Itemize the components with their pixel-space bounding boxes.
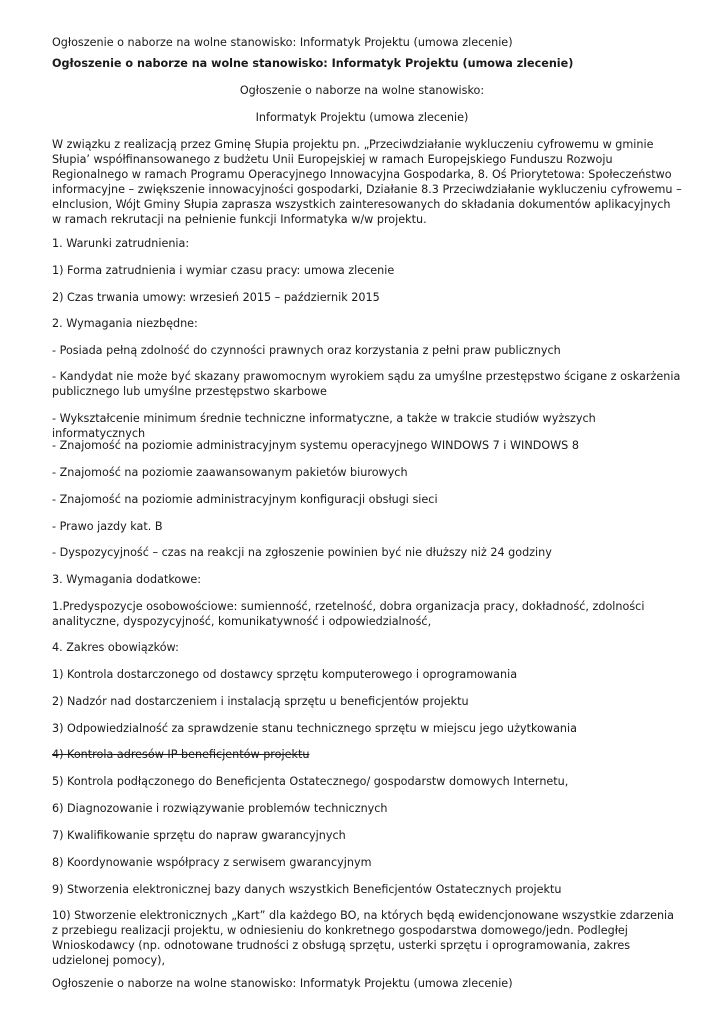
section-3-item-1: 1.Predyspozycje osobowościowe: sumienność, rzetelność, dobra organizacja pracy, dokładność, zdolności analityczne, dyspozycyjność, komunikatywność i odpowiedzialność, xyxy=(52,600,645,628)
announcement-heading: Ogłoszenie o naborze na wolne stanowisko: xyxy=(239,84,485,97)
page-footer: Ogłoszenie o naborze na wolne stanowisko: Informatyk Projektu (umowa zlecenie) xyxy=(52,977,513,990)
document-title: Ogłoszenie o naborze na wolne stanowisko: Informatyk Projektu (umowa zlecenie) xyxy=(52,57,574,70)
section-2-item-8: - Dyspozycyjność – czas na reakcji na zgłoszenie powinien być nie dłuższy niż 24 godziny xyxy=(52,546,552,559)
section-1-item-1: 1) Forma zatrudnienia i wymiar czasu pracy: umowa zlecenie xyxy=(52,264,395,277)
section-2-item-6: - Znajomość na poziomie administracyjnym konfiguracji obsługi sieci xyxy=(52,493,438,506)
section-2-item-7: - Prawo jazdy kat. B xyxy=(52,520,163,533)
section-2-heading: 2. Wymagania niezbędne: xyxy=(52,317,198,330)
section-4-item-9: 9) Stworzenia elektronicznej bazy danych wszystkich Beneficjentów Ostatecznych projektu xyxy=(52,883,562,896)
section-2-item-3: - Wykształcenie minimum średnie techniczne informatyczne, a także w trakcie studiów wyższych informatycznych xyxy=(52,412,596,440)
section-4-item-4 xyxy=(52,747,682,762)
page-header: Ogłoszenie o naborze na wolne stanowisko: Informatyk Projektu (umowa zlecenie) xyxy=(52,36,513,49)
section-1-item-2: 2) Czas trwania umowy: wrzesień 2015 – październik 2015 xyxy=(52,291,380,304)
section-4-item-6: 6) Diagnozowanie i rozwiązywanie problemów technicznych xyxy=(52,802,388,815)
section-4-item-3: 3) Odpowiedzialność za sprawdzenie stanu technicznego sprzętu w miejscu jego użytkowania xyxy=(52,722,577,735)
section-4-item-5: 5) Kontrola podłączonego do Beneficjenta Ostatecznego/ gospodarstw domowych Internetu, xyxy=(52,775,569,788)
section-2-item-4: - Znajomość na poziomie administracyjnym systemu operacyjnego WINDOWS 7 i WINDOWS 8 xyxy=(52,439,579,452)
section-4-item-1: 1) Kontrola dostarczonego od dostawcy sprzętu komputerowego i oprogramowania xyxy=(52,668,518,681)
section-4-item-7: 7) Kwalifikowanie sprzętu do napraw gwarancyjnych xyxy=(52,829,346,842)
section-2-item-1: - Posiada pełną zdolność do czynności prawnych oraz korzystania z pełni praw publicznych xyxy=(52,344,561,357)
section-4-item-8: 8) Koordynowanie współpracy z serwisem gwarancyjnym xyxy=(52,856,372,869)
struck-item-text: 4) Kontrola adresów IP beneficjentów projektu xyxy=(52,748,310,761)
section-4-item-10: 10) Stworzenie elektronicznych „Kart” dla każdego BO, na których będą ewidencjonowane wszystkie zdarzenia z przebiegu realizacji projektu, w odniesieniu do konkretnego gospodarstwa domowego/jedn. Podległej Wnioskodawcy (np. odnotowane trudności z obsługą sprzętu, usterki sprzętu i oprogramowania, zakres udzielonej pomocy), xyxy=(52,909,675,967)
intro-paragraph: W związku z realizacją przez Gminę Słupia projektu pn. „Przeciwdziałanie wykluczeniu cyfrowemu w gminie Słupia’ współfinansowanego z budżetu Unii Europejskiej w ramach Europejskiego Funduszu Rozwoju Regionalnego w ramach Programu Operacyjnego Innowacyjna Gospodarka, 8. Oś Priorytetowa: Społeczeństwo informacyjne – zwiększenie innowacyjności gospodarki, Działanie 8.3 Przeciwdziałanie wykluczeniu cyfrowemu – eInclusion, Wójt Gminy Słupia zaprasza wszystkich zainteresowanych do składania dokumentów aplikacyjnych w ramach rekrutacji na pełnienie funkcji Informatyka w/w projektu. xyxy=(52,138,682,226)
position-heading: Informatyk Projektu (umowa zlecenie) xyxy=(255,111,469,124)
section-2-item-5: - Znajomość na poziomie zaawansowanym pakietów biurowych xyxy=(52,466,408,479)
section-4-item-2: 2) Nadzór nad dostarczeniem i instalacją sprzętu u beneficjentów projektu xyxy=(52,695,469,708)
section-2-item-2: - Kandydat nie może być skazany prawomocnym wyrokiem sądu za umyślne przestępstwo ścigane z oskarżenia publicznego lub umyślne przestępstwo skarbowe xyxy=(52,370,681,398)
section-3-heading: 3. Wymagania dodatkowe: xyxy=(52,573,202,586)
section-1-heading: 1. Warunki zatrudnienia: xyxy=(52,237,190,250)
section-4-heading: 4. Zakres obowiązków: xyxy=(52,641,179,654)
